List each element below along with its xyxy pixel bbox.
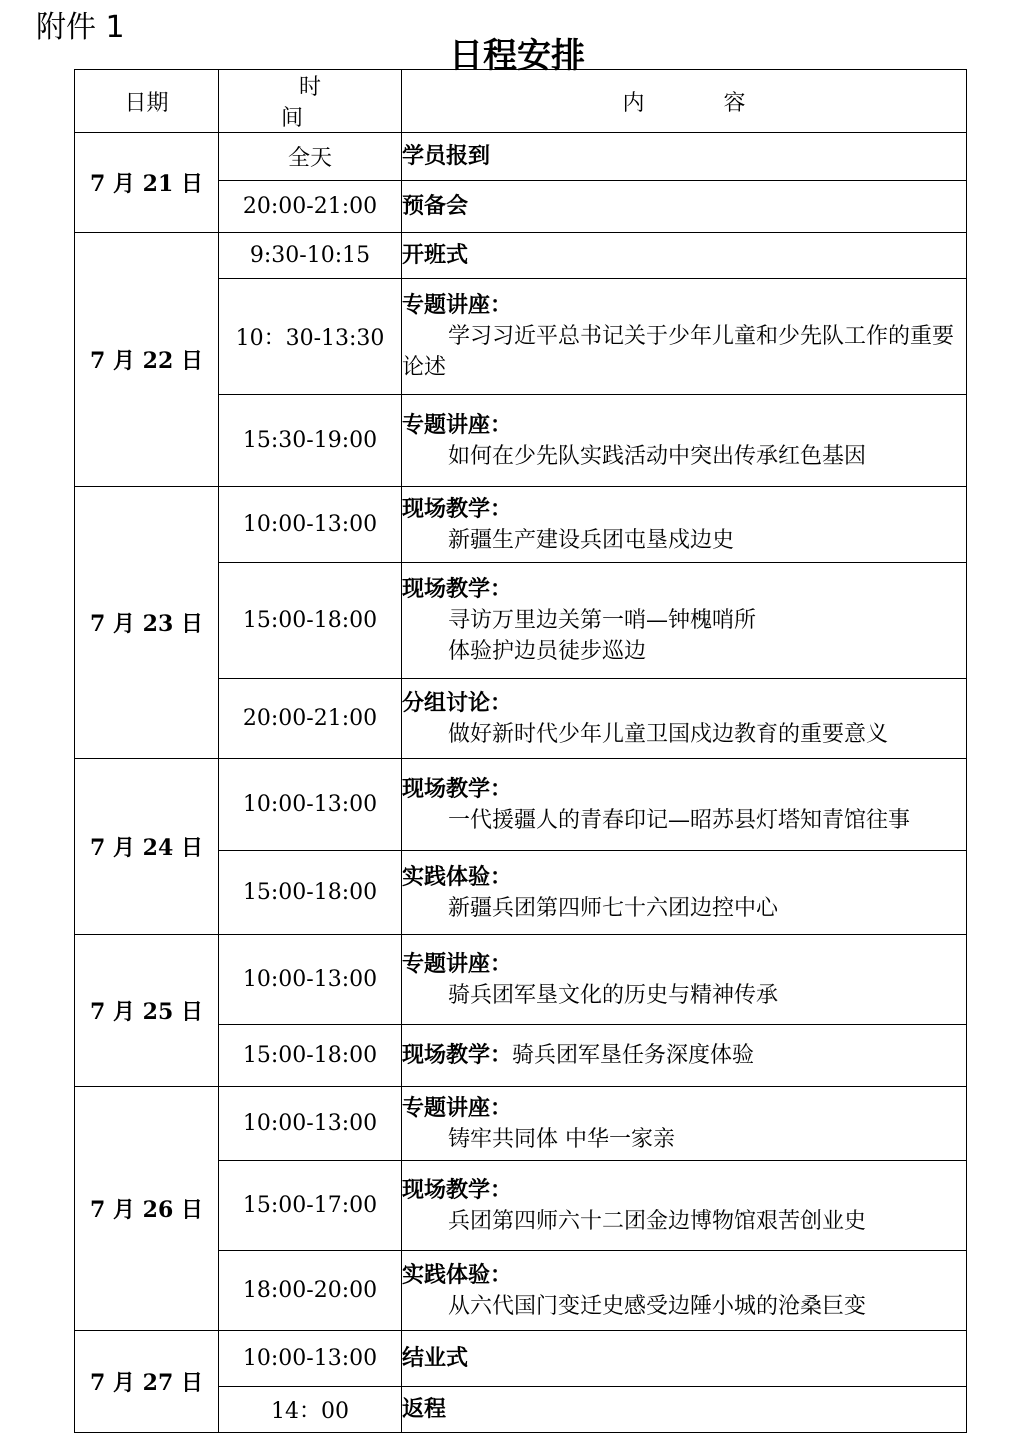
content-detail: 寻访万里边关第一哨—钟槐哨所 xyxy=(448,608,757,633)
content-heading: 返程 xyxy=(402,1396,447,1422)
time-cell: 10:00-13:00 xyxy=(219,1331,402,1387)
date-cell: 7 月 24 日 xyxy=(75,759,219,935)
date-cell: 7 月 23 日 xyxy=(75,487,219,759)
content-cell xyxy=(402,1087,967,1161)
content-detail: 从六代国门变迁史感受边陲小城的沧桑巨变 xyxy=(448,1293,867,1319)
content-inline-text: 骑兵团军垦任务深度体验 xyxy=(512,1043,755,1068)
content-heading: 现场教学： xyxy=(402,495,513,522)
time-cell: 10:00-13:00 xyxy=(219,1087,402,1161)
content-cell xyxy=(402,1025,967,1087)
date-cell: 7 月 26 日 xyxy=(75,1087,219,1331)
date-cell: 7 月 25 日 xyxy=(75,935,219,1087)
header-time: 时 间 xyxy=(219,70,402,133)
date-cell: 7 月 22 日 xyxy=(75,233,219,487)
time-cell: 全天 xyxy=(219,133,402,181)
time-cell: 20:00-21:00 xyxy=(219,181,402,233)
table-row xyxy=(75,935,967,1025)
content-heading: 现场教学： xyxy=(402,775,513,802)
content-detail: 如何在少先队实践活动中突出传承红色基因 xyxy=(448,443,867,469)
time-cell: 15:00-18:00 xyxy=(219,1025,402,1087)
content-cell xyxy=(402,395,967,487)
time-cell: 15:30-19:00 xyxy=(219,395,402,487)
content-cell xyxy=(402,1161,967,1251)
time-cell: 14：00 xyxy=(219,1387,402,1433)
content-cell xyxy=(402,563,967,679)
attachment-label: 附件 1 xyxy=(36,10,125,45)
table-row xyxy=(75,759,967,851)
content-cell xyxy=(402,851,967,935)
time-cell: 10:00-13:00 xyxy=(219,935,402,1025)
table-row xyxy=(75,233,967,279)
table-row xyxy=(75,1331,967,1387)
content-heading: 学员报到 xyxy=(402,143,491,169)
content-heading: 专题讲座： xyxy=(402,950,513,977)
table-header-row xyxy=(75,70,967,133)
content-heading: 分组讨论： xyxy=(402,689,513,716)
table-row xyxy=(75,1087,967,1161)
content-cell xyxy=(402,133,967,181)
page-title: 日程安排 xyxy=(449,36,585,76)
content-cell xyxy=(402,759,967,851)
table-row xyxy=(75,487,967,563)
content-heading: 现场教学： xyxy=(402,576,513,602)
date-cell: 7 月 21 日 xyxy=(75,133,219,233)
time-cell: 15:00-18:00 xyxy=(219,563,402,679)
schedule-body xyxy=(75,133,967,1433)
content-detail: 新疆兵团第四师七十六团边控中心 xyxy=(448,895,779,921)
time-cell: 10:00-13:00 xyxy=(219,487,402,563)
time-cell: 15:00-17:00 xyxy=(219,1161,402,1251)
content-heading: 开班式 xyxy=(402,242,469,268)
content-heading: 专题讲座： xyxy=(402,1094,513,1121)
content-detail: 骑兵团军垦文化的历史与精神传承 xyxy=(448,982,779,1008)
content-cell xyxy=(402,233,967,279)
content-heading: 结业式 xyxy=(402,1345,469,1371)
header-content: 内 容 xyxy=(402,70,967,133)
content-heading: 现场教学： xyxy=(402,1042,513,1068)
content-detail: 学习习近平总书记关于少年儿童和少先队工作的重要论述 xyxy=(402,324,955,380)
content-heading: 实践体验： xyxy=(402,1261,513,1288)
content-detail: 新疆生产建设兵团屯垦戍边史 xyxy=(448,527,735,553)
header-date: 日期 xyxy=(75,70,219,133)
content-cell xyxy=(402,181,967,233)
time-cell: 15:00-18:00 xyxy=(219,851,402,935)
content-cell xyxy=(402,279,967,395)
content-cell xyxy=(402,679,967,759)
content-cell xyxy=(402,935,967,1025)
content-detail: 做好新时代少年儿童卫国戍边教育的重要意义 xyxy=(448,721,889,747)
content-cell xyxy=(402,1387,967,1433)
table-row xyxy=(75,133,967,181)
schedule-table xyxy=(74,69,967,1433)
time-cell: 10:00-13:00 xyxy=(219,759,402,851)
content-cell xyxy=(402,487,967,563)
content-detail: 一代援疆人的青春印记—昭苏县灯塔知青馆往事 xyxy=(448,807,911,833)
content-heading: 专题讲座： xyxy=(402,292,513,318)
content-detail: 体验护边员徒步巡边 xyxy=(448,639,647,664)
content-heading: 预备会 xyxy=(402,193,469,219)
time-cell: 9:30-10:15 xyxy=(219,233,402,279)
content-heading: 实践体验： xyxy=(402,863,513,890)
content-cell xyxy=(402,1251,967,1331)
time-cell: 10：30-13:30 xyxy=(219,279,402,395)
content-cell xyxy=(402,1331,967,1387)
content-heading: 专题讲座： xyxy=(402,411,513,438)
time-cell: 20:00-21:00 xyxy=(219,679,402,759)
content-detail: 铸牢共同体 中华一家亲 xyxy=(448,1126,675,1152)
time-cell: 18:00-20:00 xyxy=(219,1251,402,1331)
content-detail: 兵团第四师六十二团金边博物馆艰苦创业史 xyxy=(448,1208,867,1234)
date-cell: 7 月 27 日 xyxy=(75,1331,219,1433)
content-heading: 现场教学： xyxy=(402,1176,513,1203)
